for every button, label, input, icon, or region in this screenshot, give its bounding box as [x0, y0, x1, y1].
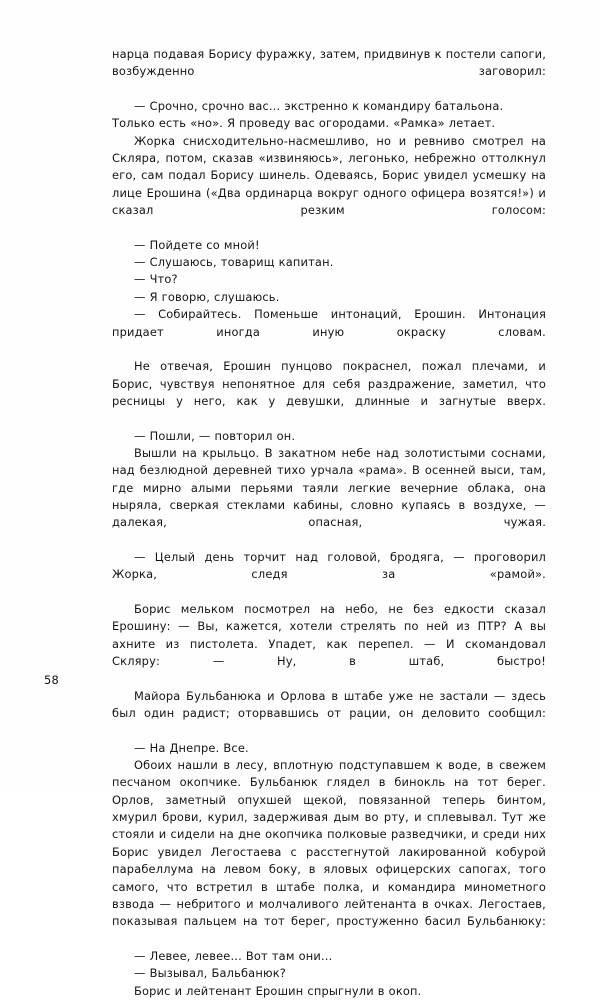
- paragraph-dialogue: — Срочно, срочно вас... экстренно к командиру батальона. Только есть «но». Я проведу вас огородами. «Рамка» летает.: [112, 99, 504, 131]
- paragraph-body: Жорка снисходительно-насмешливо, но и ревниво смотрел на Скляра, потом, сказав «извиняюсь», легонько, небрежно оттолкнул его, сам подал Борису шинель. Одеваясь, Борис увидел усмешку на лице Ерошина («Два ординарца вокруг одного офицера возятся!») и сказал резким голосом:: [112, 133, 546, 218]
- paragraph-body: Борис мельком посмотрел на небо, не без едкости сказал Ерошину: — Вы, кажется, хотели стрелять по ней из ПТР? А вы ахните из пистолета. Упадет, как перепел. — И скомандовал Скляру: — Ну, в штаб, быстро!: [112, 602, 546, 669]
- paragraph-dialogue: — Левее, левее... Вот там они...: [134, 948, 333, 963]
- paragraph-body: Обоих нашли в лесу, вплотную подступавшем к воде, в свежем песчаном окопчике. Бульбанюк глядел в бинокль на тот берег. Орлов, заметный опухшей щекой, повязанной теперь бинтом, хмурил брови, курил, задерживая дым во рту, и сплевывал. Тут же стояли и сидели на дне окопчика полковые разведчики, и среди них Борис увидел Легостаева с расстегнутой лакированной кобурой парабеллума на левом боку, в яловых офицерских сапогах, того самого, что встретил в штабе полка, и командира минометного взвода — небритого и молчаливого лейтенанта в очках. Легостаев, показывая пальцем на тот берег, простуженно басил Бульбанюку:: [112, 758, 546, 929]
- paragraph-dialogue: — Слушаюсь, товарищ капитан.: [134, 255, 334, 270]
- paragraph-continuation: нарца подавая Борису фуражку, затем, придвинув к постели сапоги, возбужденно заговорил:: [112, 47, 546, 79]
- page-number: 58: [44, 673, 59, 687]
- paragraph-body: Майора Бульбанюка и Орлова в штабе уже не застали — здесь был один радист; оторвавшись от рации, он деловито сообщил:: [112, 688, 546, 721]
- paragraph-body: Борис и лейтенант Ерошин спрыгнули в окоп.: [134, 983, 422, 998]
- body-text-column: [112, 46, 546, 1000]
- paragraph-dialogue: — Вызывал, Бальбанюк?: [134, 966, 287, 981]
- paragraph-body: Вышли на крыльцо. В закатном небе над золотистыми соснами, над безлюдной деревней тихо урчала «рама». В осенней выси, там, где мирно алыми перьями таяли легкие вечерние облака, она ныряла, сверкая стеклами кабины, словно купаясь в воздухе, — далекая, опасная, чужая.: [112, 445, 546, 530]
- paragraph-dialogue: — Целый день торчит над головой, бродяга, — проговорил Жорка, следя за «рамой».: [112, 549, 546, 582]
- paragraph-dialogue: — Что?: [134, 272, 178, 287]
- paragraph-dialogue: — Пошли, — повторил он.: [134, 428, 296, 443]
- paragraph-dialogue: — На Днепре. Все.: [134, 740, 249, 755]
- paragraph-body: Не отвечая, Ерошин пунцово покраснел, пожал плечами, и Борис, чувствуя непонятное для себя раздражение, заметил, что ресницы у него, как у девушки, длинные и загнутые вверх.: [112, 359, 546, 408]
- paragraph-dialogue: — Собирайтесь. Поменьше интонаций, Ерошин. Интонация придает иногда иную окраску словам.: [112, 307, 546, 339]
- paragraph-dialogue: — Пойдете со мной!: [134, 237, 260, 252]
- paragraph-dialogue: — Я говорю, слушаюсь.: [134, 289, 280, 304]
